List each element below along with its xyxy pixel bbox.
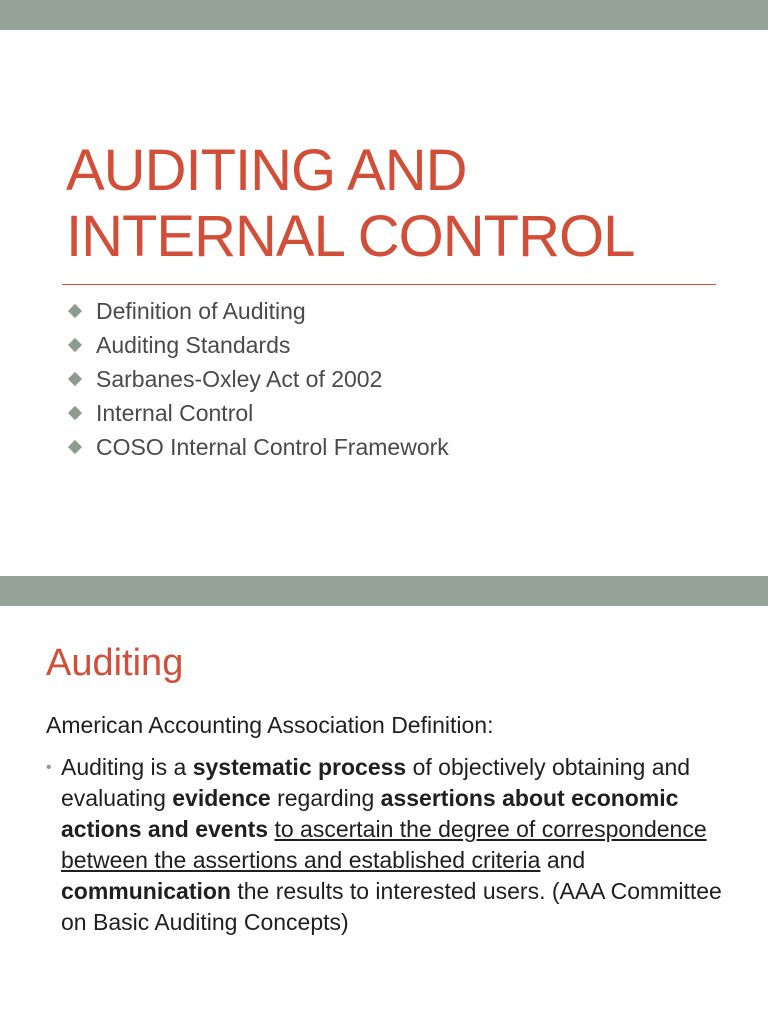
middle-divider-band — [0, 576, 768, 606]
topic-item — [66, 328, 449, 362]
slide-1 — [0, 30, 768, 576]
topic-item — [66, 362, 449, 396]
title-underline — [62, 284, 716, 285]
definition-intro: American Accounting Association Definition: — [46, 712, 494, 738]
topic-label: Internal Control — [96, 399, 254, 426]
topic-label: Definition of Auditing — [96, 297, 306, 324]
diamond-bullet-icon — [68, 440, 82, 454]
definition-text: regarding — [270, 785, 381, 811]
definition-bullet — [46, 752, 736, 938]
underlined-purpose: to ascertain the degree of correspondence between the assertions and established criteria — [61, 816, 707, 873]
topic-item — [66, 396, 449, 430]
definition-paragraph — [61, 752, 736, 938]
slide-2-title: Auditing — [46, 642, 184, 684]
topic-label: COSO Internal Control Framework — [96, 433, 449, 460]
bullet-dot-icon: • — [46, 759, 52, 776]
definition-text: the results to interested users. (AAA Committee on Basic Auditing Concepts) — [61, 878, 722, 935]
diamond-bullet-icon — [68, 372, 82, 386]
definition-text: Auditing is a — [61, 754, 193, 780]
topic-item — [66, 294, 449, 328]
definition-text: and — [540, 847, 586, 873]
top-divider-band — [0, 0, 768, 30]
slide-2 — [0, 606, 768, 1024]
definition-text: of objectively obtaining and evaluating — [61, 754, 691, 811]
topic-list — [66, 294, 449, 464]
diamond-bullet-icon — [68, 304, 82, 318]
emphasis-systematic-process: systematic process — [192, 754, 407, 780]
topic-label: Sarbanes-Oxley Act of 2002 — [96, 365, 383, 392]
slide-1-title — [66, 138, 746, 270]
title-line-2: INTERNAL CONTROL — [66, 204, 635, 269]
emphasis-assertions: assertions about economic actions and events — [61, 785, 679, 842]
diamond-bullet-icon — [68, 338, 82, 352]
title-line-1: AUDITING AND — [66, 138, 467, 203]
diamond-bullet-icon — [68, 406, 82, 420]
emphasis-evidence: evidence — [172, 785, 271, 811]
emphasis-communication: communication — [61, 878, 231, 904]
topic-label: Auditing Standards — [96, 331, 291, 358]
topic-item — [66, 430, 449, 464]
